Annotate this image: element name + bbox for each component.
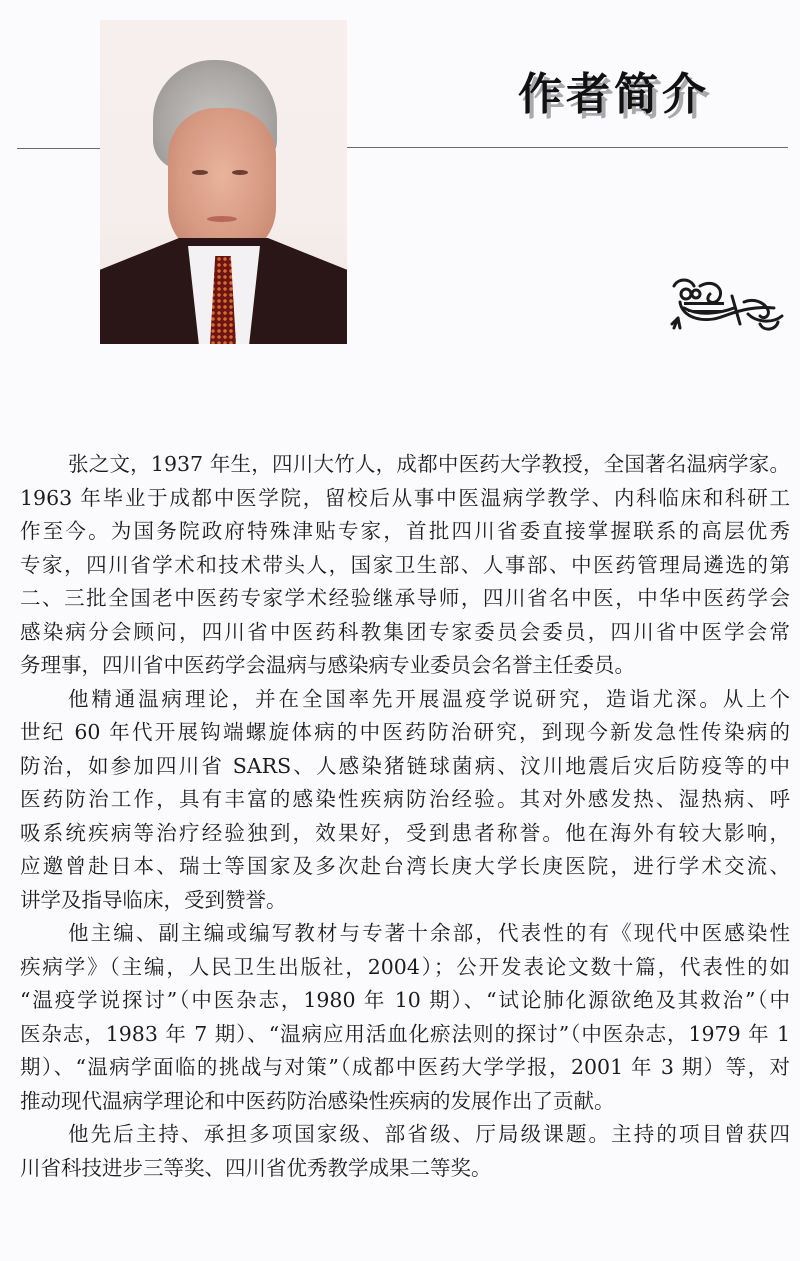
page-title: 作者简介 (518, 69, 710, 120)
bio-line: 他精通温病理论，并在全国率先开展温疫学说研究，造诣尤深。从上个 (68, 686, 790, 711)
photo-face (168, 108, 276, 258)
bio-line: 专家，四川省学术和技术带头人，国家卫生部、人事部、中医药管理局遴选的第 (20, 552, 790, 577)
bio-line: 防治，如参加四川省 SARS、人感染猪链球菌病、汶川地震后灾后防疫等的中 (20, 753, 790, 778)
bio-line: 川省科技进步三等奖、四川省优秀教学成果二等奖。 (20, 1155, 492, 1180)
bio-paragraph-2 (20, 683, 790, 918)
bio-line: 张之文，1937 年生，四川大竹人，成都中医药大学教授，全国著名温病学家。 (68, 452, 790, 476)
bio-line: 作至今。为国务院政府特殊津贴专家，首批四川省委直接掌握联系的高层优秀 (20, 519, 790, 543)
bio-line: 疾病学》（主编，人民卫生出版社，2004）；公开发表论文数十篇，代表性的如 (20, 954, 790, 979)
bio-line: 推动现代温病学理论和中医药防治感染性疾病的发展作出了贡献。 (20, 1088, 615, 1113)
bio-line: “温疫学说探讨”（中医杂志，1980 年 10 期）、“试论肺化源欲绝及其救治”（中 (20, 988, 790, 1012)
photo-eye (192, 170, 208, 175)
header-rule-right (347, 147, 788, 148)
bio-line: 感染病分会顾问，四川省中医药科教集团专家委员会委员，四川省中医学会常 (20, 619, 790, 644)
author-photo (100, 20, 347, 344)
bio-line: 他先后主持、承担多项国家级、部省级、厅局级课题。主持的项目曾获四 (68, 1122, 790, 1146)
author-biography (20, 448, 790, 1185)
dragon-ornament-icon (664, 272, 792, 336)
bio-line: 吸系统疾病等治疗经验独到，效果好，受到患者称誉。他在海外有较大影响， (20, 820, 790, 845)
bio-line: 务理事，四川省中医药学会温病与感染病专业委员会名誉主任委员。 (20, 653, 635, 677)
bio-paragraph-3 (20, 917, 790, 1118)
bio-paragraph-1 (20, 448, 790, 683)
bio-line: 1963 年毕业于成都中医学院，留校后从事中医温病学教学、内科临床和科研工 (20, 485, 790, 510)
bio-line: 二、三批全国老中医药专家学术经验继承导师，四川省名中医，中华中医药学会 (20, 586, 790, 610)
header-rule-left (17, 148, 100, 149)
bio-paragraph-4 (20, 1118, 790, 1185)
bio-line: 讲学及指导临床，受到赞誉。 (20, 887, 287, 912)
bio-line: 他主编、副主编或编写教材与专著十余部，代表性的有《现代中医感染性 (68, 921, 790, 945)
photo-mouth (207, 216, 237, 222)
bio-line: 医杂志，1983 年 7 期）、“温病应用活血化瘀法则的探讨”（中医杂志，1979 年 1 (20, 1021, 790, 1046)
bio-line: 期）、“温病学面临的挑战与对策”（成都中医药大学学报，2001 年 3 期）等，对 (20, 1055, 790, 1079)
photo-eye (232, 170, 248, 175)
bio-line: 应邀曾赴日本、瑞士等国家及多次赴台湾长庚大学长庚医院，进行学术交流、 (20, 854, 790, 878)
bio-line: 医药防治工作，具有丰富的感染性疾病防治经验。其对外感发热、湿热病、呼 (20, 787, 790, 811)
bio-line: 世纪 60 年代开展钩端螺旋体病的中医药防治研究，到现今新发急性传染病的 (20, 720, 790, 744)
